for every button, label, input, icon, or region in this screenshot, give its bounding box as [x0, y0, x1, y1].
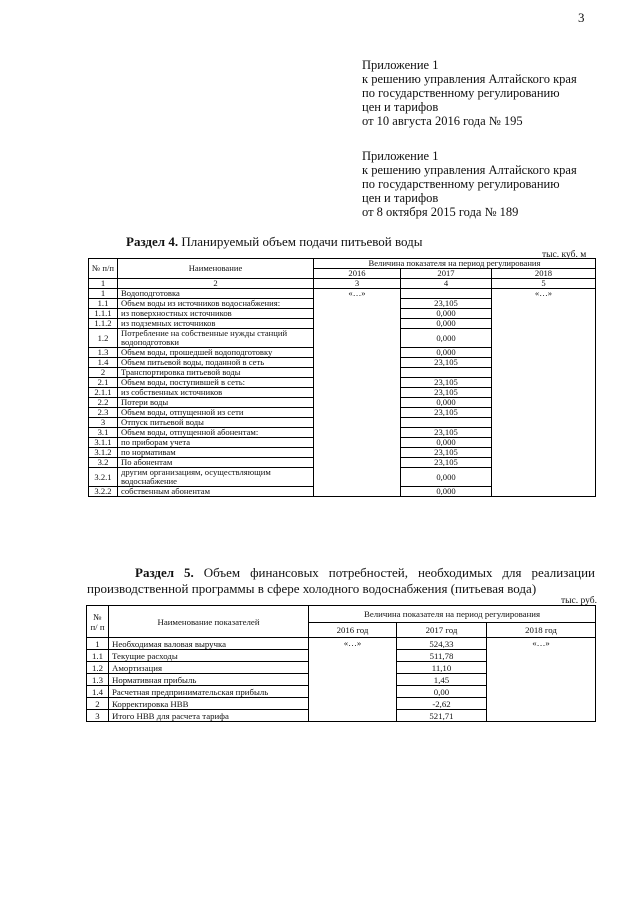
header-name: Наименование показателей	[109, 606, 309, 638]
row-name: Необходимая валовая выручка	[109, 638, 309, 650]
row-name: По абонентам	[118, 458, 314, 468]
row-number: 2	[87, 698, 109, 710]
row-name: Потери воды	[118, 398, 314, 408]
row-number: 3.1.2	[89, 448, 118, 458]
row-number: 1.1.2	[89, 319, 118, 329]
row-number: 3.2.1	[89, 468, 118, 487]
row-number: 1.1.1	[89, 309, 118, 319]
header-name: Наименование	[118, 259, 314, 279]
value-2017: 0,000	[401, 329, 492, 348]
value-2017: 0,000	[401, 398, 492, 408]
row-number: 1.4	[87, 686, 109, 698]
value-2017: 0,000	[401, 487, 492, 497]
value-2017: 0,000	[401, 309, 492, 319]
section5-title-text: Объем финансовых потребностей, необходимых для реализации производственной программы в сфере холодного водоснабжения (питьевая вода)	[87, 565, 595, 596]
row-name: из подземных источников	[118, 319, 314, 329]
row-name: Нормативная прибыль	[109, 674, 309, 686]
row-name: Объем воды, отпущенной из сети	[118, 408, 314, 418]
row-name: Объем питьевой воды, поданной в сеть	[118, 358, 314, 368]
header-year-2018: 2018 год	[487, 623, 596, 638]
row-number: 3.2	[89, 458, 118, 468]
column-number: 5	[492, 279, 596, 289]
appendix-line: цен и тарифов	[362, 100, 439, 114]
value-2017	[401, 418, 492, 428]
appendix-line: к решению управления Алтайского края	[362, 163, 577, 177]
value-2017	[401, 368, 492, 378]
section4-title	[126, 234, 423, 250]
value-2017: 0,000	[401, 438, 492, 448]
row-name: Амортизация	[109, 662, 309, 674]
row-name: Корректировка НВВ	[109, 698, 309, 710]
row-number: 1.1	[87, 650, 109, 662]
row-number: 1.3	[87, 674, 109, 686]
value-2017: 23,105	[401, 299, 492, 309]
appendix-line: Приложение 1	[362, 149, 439, 163]
value-2017: 0,000	[401, 319, 492, 329]
section4-title-text: Планируемый объем подачи питьевой воды	[178, 234, 423, 249]
row-number: 2.1	[89, 378, 118, 388]
row-name: Текущие расходы	[109, 650, 309, 662]
row-name: Транспортировка питьевой воды	[118, 368, 314, 378]
value-2017: 23,105	[401, 428, 492, 438]
value-2017: 11,10	[397, 662, 487, 674]
row-name: Потребление на собственные нужды станций водоподготовки	[118, 329, 314, 348]
row-number: 3.1.1	[89, 438, 118, 448]
row-name: Объем воды, поступившей в сеть:	[118, 378, 314, 388]
header-year-2016: 2016 год	[309, 623, 397, 638]
row-name: из поверхностных источников	[118, 309, 314, 319]
table-row	[89, 289, 596, 299]
appendix-header-previous	[362, 149, 577, 219]
column-number: 4	[401, 279, 492, 289]
section5-unit: тыс. руб.	[561, 596, 597, 606]
header-year-2016: 2016	[314, 269, 401, 279]
header-period: Величина показателя на период регулирования	[309, 606, 596, 623]
row-name: по приборам учета	[118, 438, 314, 448]
row-name: по нормативам	[118, 448, 314, 458]
value-2017: 1,45	[397, 674, 487, 686]
value-2017: 524,33	[397, 638, 487, 650]
financial-needs-table-body	[87, 606, 596, 722]
value-2017: 521,71	[397, 710, 487, 722]
value-2018: «…»	[492, 289, 596, 497]
row-number: 1.3	[89, 348, 118, 358]
row-number: 1.4	[89, 358, 118, 368]
value-2016: «…»	[314, 289, 401, 497]
appendix-line: Приложение 1	[362, 58, 439, 72]
table-row	[87, 638, 596, 650]
header-year-2017: 2017 год	[397, 623, 487, 638]
row-name: собственным абонентам	[118, 487, 314, 497]
appendix-header-current	[362, 58, 577, 128]
header-num: № п/ п	[87, 606, 109, 638]
row-number: 3	[87, 710, 109, 722]
appendix-line: от 8 октября 2015 года № 189	[362, 205, 519, 219]
row-number: 1	[89, 289, 118, 299]
value-2017: -2,62	[397, 698, 487, 710]
row-name: Отпуск питьевой воды	[118, 418, 314, 428]
row-number: 2.3	[89, 408, 118, 418]
row-name: Расчетная предпринимательская прибыль	[109, 686, 309, 698]
row-number: 1	[87, 638, 109, 650]
value-2017	[401, 289, 492, 299]
column-number: 1	[89, 279, 118, 289]
row-number: 1.1	[89, 299, 118, 309]
row-name: из собственных источников	[118, 388, 314, 398]
water-volume-table	[88, 258, 596, 497]
value-2017: 0,00	[397, 686, 487, 698]
row-name: Итого НВВ для расчета тарифа	[109, 710, 309, 722]
value-2017: 0,000	[401, 468, 492, 487]
value-2017: 23,105	[401, 378, 492, 388]
section4-title-number: Раздел 4.	[126, 234, 179, 249]
row-number: 2	[89, 368, 118, 378]
row-name: Объем воды из источников водоснабжения:	[118, 299, 314, 309]
header-year-2018: 2018	[492, 269, 596, 279]
row-number: 3	[89, 418, 118, 428]
header-num: № п/п	[89, 259, 118, 279]
section5-title-number: Раздел 5.	[135, 565, 194, 580]
appendix-line: от 10 августа 2016 года № 195	[362, 114, 523, 128]
financial-needs-table	[86, 605, 596, 722]
column-number: 3	[314, 279, 401, 289]
row-name: Объем воды, прошедшей водоподготовку	[118, 348, 314, 358]
value-2017: 0,000	[401, 348, 492, 358]
header-period: Величина показателя на период регулирования	[314, 259, 596, 269]
row-name: Водоподготовка	[118, 289, 314, 299]
appendix-line: по государственному регулированию	[362, 177, 560, 191]
row-name: Объем воды, отпущенной абонентам:	[118, 428, 314, 438]
appendix-line: к решению управления Алтайского края	[362, 72, 577, 86]
section4-unit: тыс. куб. м	[542, 250, 587, 260]
page-number: 3	[578, 10, 585, 25]
value-2017: 23,105	[401, 388, 492, 398]
value-2018: «…»	[487, 638, 596, 722]
row-number: 3.2.2	[89, 487, 118, 497]
row-number: 2.2	[89, 398, 118, 408]
row-name: другим организациям, осуществляющим водоснабжение	[118, 468, 314, 487]
row-number: 2.1.1	[89, 388, 118, 398]
value-2017: 23,105	[401, 358, 492, 368]
value-2017: 511,78	[397, 650, 487, 662]
section5-title	[87, 565, 595, 597]
column-number: 2	[118, 279, 314, 289]
value-2017: 23,105	[401, 458, 492, 468]
appendix-line: цен и тарифов	[362, 191, 439, 205]
value-2017: 23,105	[401, 408, 492, 418]
appendix-line: по государственному регулированию	[362, 86, 560, 100]
row-number: 3.1	[89, 428, 118, 438]
water-volume-table-body	[89, 259, 596, 497]
row-number: 1.2	[89, 329, 118, 348]
row-number: 1.2	[87, 662, 109, 674]
value-2017: 23,105	[401, 448, 492, 458]
value-2016: «…»	[309, 638, 397, 722]
header-year-2017: 2017	[401, 269, 492, 279]
